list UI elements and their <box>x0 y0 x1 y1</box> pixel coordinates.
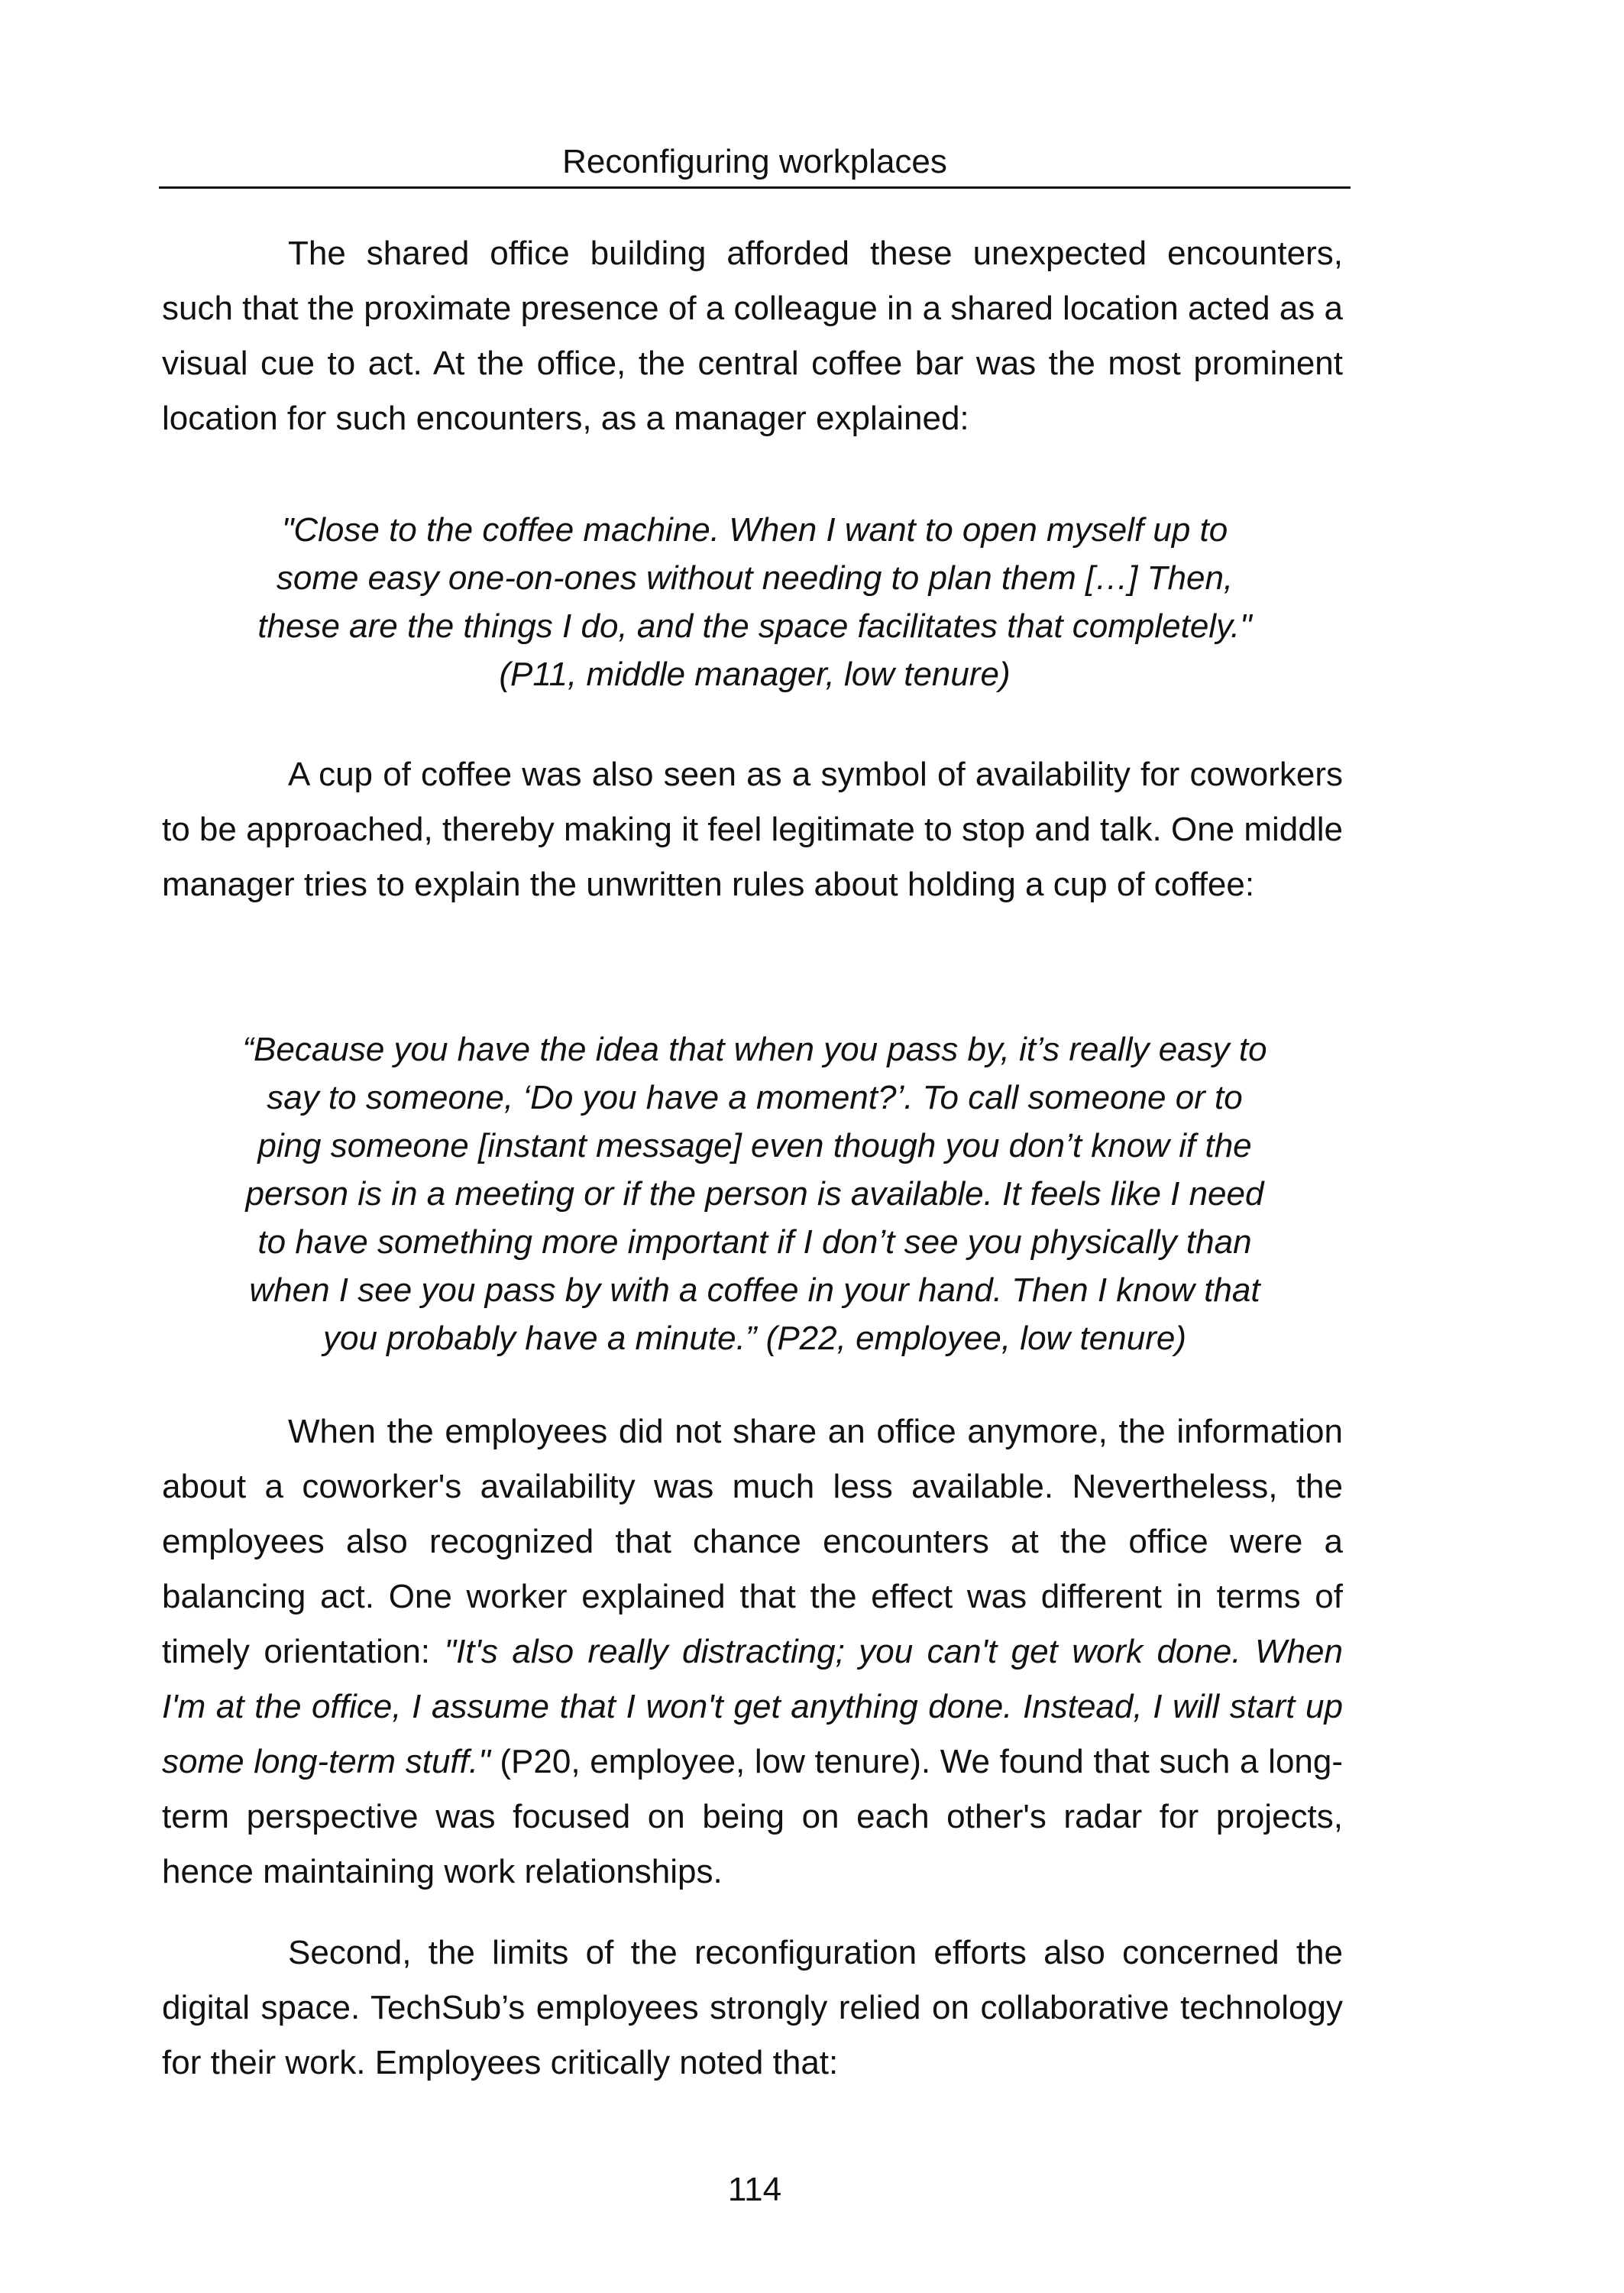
header-rule <box>159 186 1351 189</box>
quote-line: say to someone, ‘Do you have a moment?’. To call someone or to <box>267 1079 1243 1116</box>
paragraph-4 <box>162 1925 1343 2091</box>
paragraph-4-text: Second, the limits of the reconfiguration efforts also concerned the digital space. TechSub’s employees strongly relied on collaborative technology for their work. Employees critically noted that: <box>162 1934 1343 2081</box>
running-header: Reconfiguring workplaces <box>562 143 947 180</box>
paragraph-1-text: The shared office building afforded these unexpected encounters, such that the proximate presence of a colleague in a shared location acted as a visual cue to act. At the office, the central coffee bar was the most prominent location for such encounters, as a manager explained: <box>162 235 1343 437</box>
paragraph-2-text: A cup of coffee was also seen as a symbol of availability for coworkers to be approached, thereby making it feel legitimate to stop and talk. One middle manager tries to explain the unwritten rules about holding a cup of coffee: <box>162 756 1343 903</box>
quote-line: ping someone [instant message] even though you don’t know if the <box>257 1127 1252 1164</box>
quote-attribution: (P11, middle manager, low tenure) <box>499 656 1011 693</box>
block-quote-p11 <box>206 506 1303 698</box>
quote-line: to have something more important if I don’t see you physically than <box>257 1223 1252 1261</box>
quote-line: some easy one-on-ones without needing to plan them […] Then, <box>276 559 1234 597</box>
paragraph-1 <box>162 226 1343 446</box>
paragraph-2 <box>162 747 1343 912</box>
quote-line: "Close to the coffee machine. When I want to open myself up to <box>281 511 1228 549</box>
block-quote-p22 <box>206 1025 1303 1362</box>
quote-line: these are the things I do, and the space facilitates that completely." <box>257 607 1252 645</box>
quote-line: “Because you have the idea that when you pass by, it’s really easy to <box>242 1031 1267 1068</box>
paragraph-3-text-start: When the employees did not share an office anymore, the information about a coworker's availability was much less available. Nevertheless, the employees also recognized that chance encounters at the office were a balancing act. One worker explained that the effect was different in terms of timely orientation: <box>162 1413 1343 1670</box>
paragraph-3 <box>162 1404 1343 1899</box>
quote-line: when I see you pass by with a coffee in your hand. Then I know that <box>249 1271 1260 1309</box>
page-number: 114 <box>727 2171 782 2208</box>
quote-line: you probably have a minute.” (P22, employee, low tenure) <box>323 1320 1186 1357</box>
paragraph-3-text-end: (P20, employee, low tenure). We found that such a long-term perspective was focused on being on each other's radar for projects, hence maintaining work relationships. <box>162 1743 1344 1890</box>
paragraph-3-inline-quote: "It's also really distracting; you can't get work done. When I'm at the office, I assume that I won't get anything done. Instead, I will start up some long-term stuff." <box>162 1633 1343 1780</box>
quote-line: person is in a meeting or if the person is available. It feels like I need <box>245 1175 1264 1213</box>
